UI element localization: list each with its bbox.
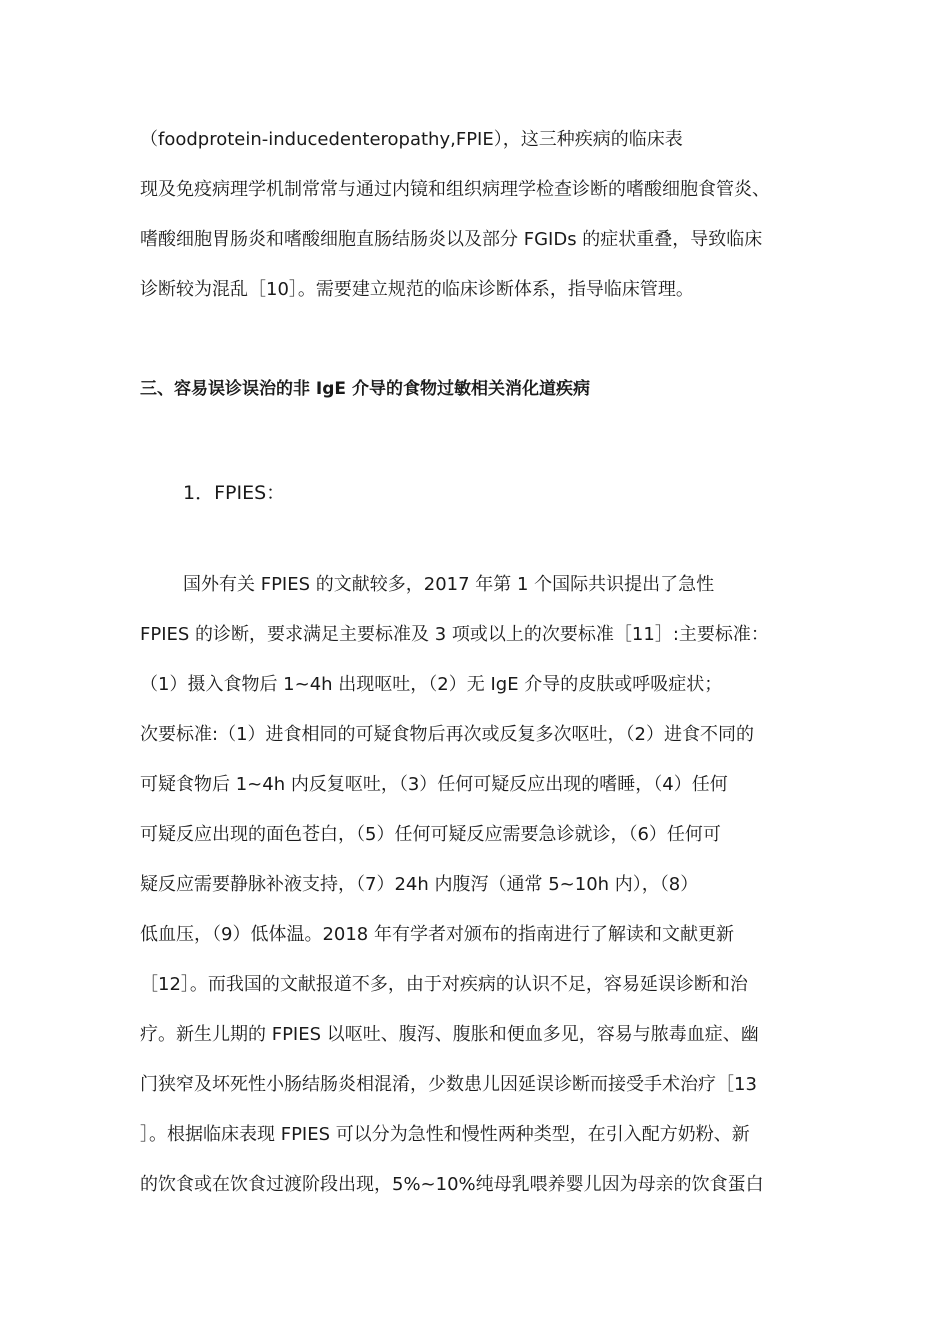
paragraph-line: 国外有关 FPIES 的文献较多，2017 年第 1 个国际共识提出了急性	[183, 574, 715, 595]
paragraph-line: 疑反应需要静脉补液支持，（7）24h 内腹泻（通常 5~10h 内），（8）	[140, 874, 699, 895]
paragraph-line: FPIES 的诊断，要求满足主要标准及 3 项或以上的次要标准［11］:主要标准：	[140, 624, 769, 645]
paragraph-line: 嗜酸细胞胃肠炎和嗜酸细胞直肠结肠炎以及部分 FGIDs 的症状重叠，导致临床	[140, 229, 763, 250]
subsection-heading: 1．FPIES：	[183, 482, 286, 504]
paragraph-line: 现及免疫病理学机制常常与通过内镜和组织病理学检查诊断的嗜酸细胞食管炎、	[140, 179, 770, 200]
paragraph-line: （foodprotein-inducedenteropathy,FPIE），这三种疾病的临床表	[140, 129, 683, 150]
paragraph-line: 可疑反应出现的面色苍白，（5）任何可疑反应需要急诊就诊，（6）任何可	[140, 824, 721, 845]
paragraph-line: 门狭窄及坏死性小肠结肠炎相混淆，少数患儿因延误诊断而接受手术治疗［13	[140, 1074, 757, 1095]
paragraph-line: 疗。新生儿期的 FPIES 以呕吐、腹泻、腹胀和便血多见，容易与脓毒血症、幽	[140, 1024, 759, 1045]
paragraph-line: 次要标准:（1）进食相同的可疑食物后再次或反复多次呕吐，（2）进食不同的	[140, 724, 754, 745]
paragraph-line: 低血压，（9）低体温。2018 年有学者对颁布的指南进行了解读和文献更新	[140, 924, 734, 945]
paragraph-line: ［12］。而我国的文献报道不多，由于对疾病的认识不足，容易延误诊断和治	[140, 974, 748, 995]
section-heading: 三、容易误诊误治的非 IgE 介导的食物过敏相关消化道疾病	[140, 379, 590, 399]
paragraph-line: （1）摄入食物后 1~4h 出现呕吐，（2）无 IgE 介导的皮肤或呼吸症状；	[140, 674, 723, 695]
paragraph-line: 的饮食或在饮食过渡阶段出现，5%~10%纯母乳喂养婴儿因为母亲的饮食蛋白	[140, 1174, 764, 1195]
paragraph-line: ］。根据临床表现 FPIES 可以分为急性和慢性两种类型，在引入配方奶粉、新	[140, 1124, 750, 1145]
paragraph-line: 可疑食物后 1~4h 内反复呕吐，（3）任何可疑反应出现的嗜睡，（4）任何	[140, 774, 728, 795]
paragraph-line: 诊断较为混乱［10］。需要建立规范的临床诊断体系，指导临床管理。	[140, 279, 694, 300]
